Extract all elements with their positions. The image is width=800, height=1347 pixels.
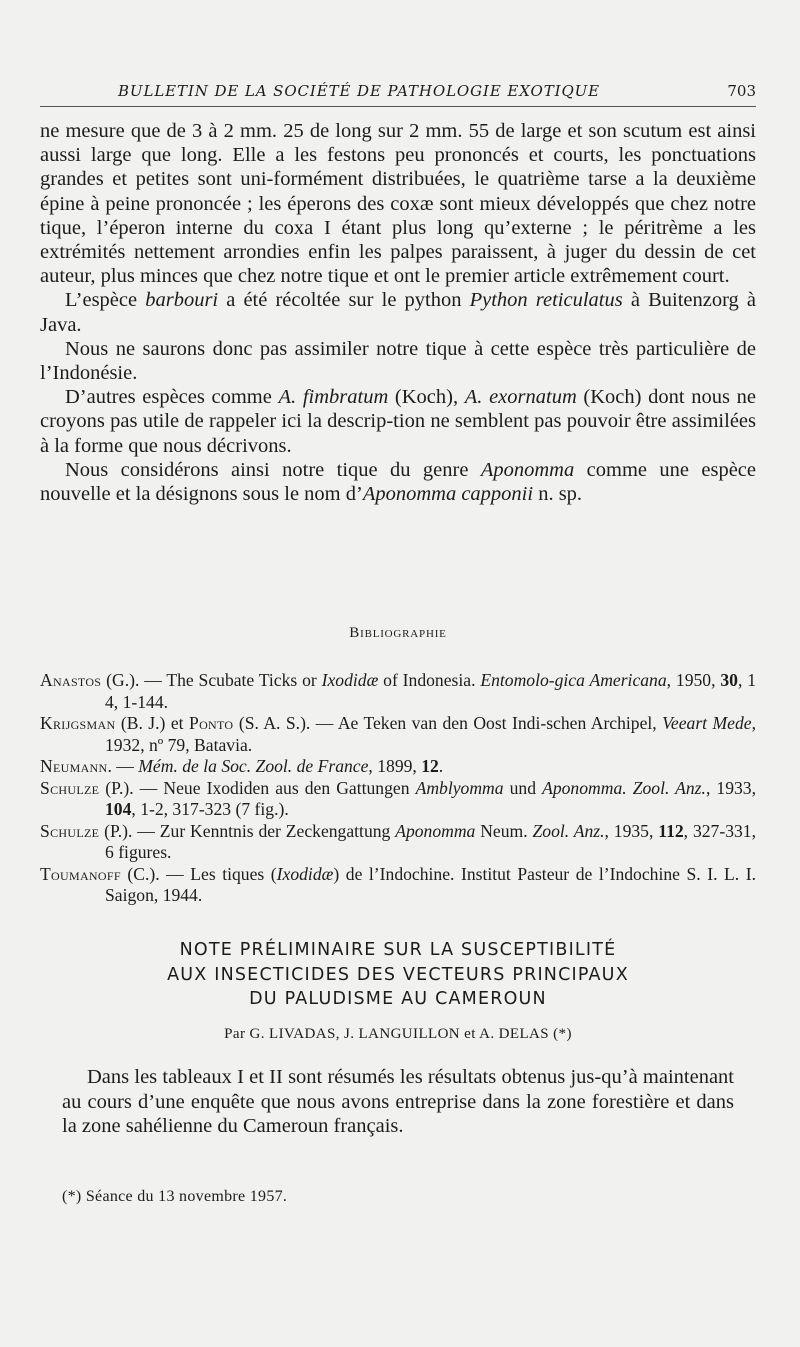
paragraph: L’espèce barbouri a été récoltée sur le python Python reticulatus à Buitenzorg à Java. — [40, 289, 757, 336]
article-title — [40, 938, 756, 1012]
article-intro-paragraph: Dans les tableaux I et II sont résumés les résultats obtenus jus-qu’à maintenant au cours d’une enquête que nous avons entreprise dans la zone forestière et dans la zone sahélienne du Cameroun français. — [62, 1066, 734, 1137]
bibliography-entry: Schulze (P.). — Neue Ixodiden aus den Gattungen Amblyomma und Aponomma. Zool. Anz., 1933, 104, 1-2, 317-323 (7 fig.). — [40, 777, 756, 819]
body-text — [40, 119, 756, 506]
paragraph: Nous considérons ainsi notre tique du genre Aponomma comme une espèce nouvelle et la désignons sous le nom d’Aponomma capponii n. sp. — [40, 458, 757, 506]
paragraph: Nous ne saurons donc pas assimiler notre tique à cette espèce très particulière de l’Indonésie. — [40, 337, 756, 385]
bibliography-entry: Krijgsman (B. J.) et Ponto (S. A. S.). — Ae Teken van den Oost Indi-schen Archipel, Veeart Mede, 1932, nº 79, Batavia. — [40, 713, 756, 755]
bibliography-entry: Toumanoff (C.). — Les tiques (Ixodidæ) de l’Indochine. Institut Pasteur de l’Indochine S. I. L. I. Saigon, 1944. — [40, 863, 756, 905]
bibliography-entry: Anastos (G.). — The Scubate Ticks or Ixodidæ of Indonesia. Entomolo-gica Americana, 1950, 30, 1 4, 1-144. — [40, 670, 757, 712]
paragraph: D’autres espèces comme A. fimbratum (Koch), A. exornatum (Koch) dont nous ne croyons pas utile de rappeler ici la descrip-tion ne semblent pas pouvoir être assimilées à la forme que nous décrivons. — [40, 386, 756, 457]
bibliography-heading: Bibliographie — [349, 625, 447, 641]
footnote: (*) Séance du 13 novembre 1957. — [62, 1188, 288, 1205]
page-header — [40, 80, 756, 107]
paragraph: ne mesure que de 3 à 2 mm. 25 de long sur 2 mm. 55 de large et son scutum est ainsi aussi large que long. Elle a les festons peu prononcés et courts, les ponctuations grandes et petites sont uni-formément distribuées, le quatrième tarse a la deuxième épine à peine prononcée ; les éperons des coxæ sont mieux développés que chez notre tique, l’éperon interne du coxa I étant plus long qu’externe ; le péritrème a les extrémités nettement arrondies enfin les palpes paraissent, à juger du dessin de cet auteur, plus minces que chez notre tique et ont le premier article extrêmement court. — [40, 120, 756, 288]
article-title-line: AUX INSECTICIDES DES VECTEURS PRINCIPAUX — [167, 964, 629, 985]
article-title-line: NOTE PRÉLIMINAIRE SUR LA SUSCEPTIBILITÉ — [179, 940, 617, 960]
running-head: BULLETIN DE LA SOCIÉTÉ DE PATHOLOGIE EXOTIQUE — [118, 82, 601, 100]
article-title-line: DU PALUDISME AU CAMEROUN — [249, 989, 547, 1009]
bibliography-list — [40, 670, 756, 907]
bibliography-entry: Schulze (P.). — Zur Kenntnis der Zeckengattung Aponomma Neum. Zool. Anz., 1935, 112, 327-331, 6 figures. — [40, 820, 756, 862]
page-number: 703 — [727, 82, 756, 100]
bibliography-entry: Neumann. — Mém. de la Soc. Zool. de France, 1899, 12. — [40, 756, 444, 776]
article-authors: Par G. LIVADAS, J. LANGUILLON et A. DELAS (*) — [224, 1026, 572, 1042]
